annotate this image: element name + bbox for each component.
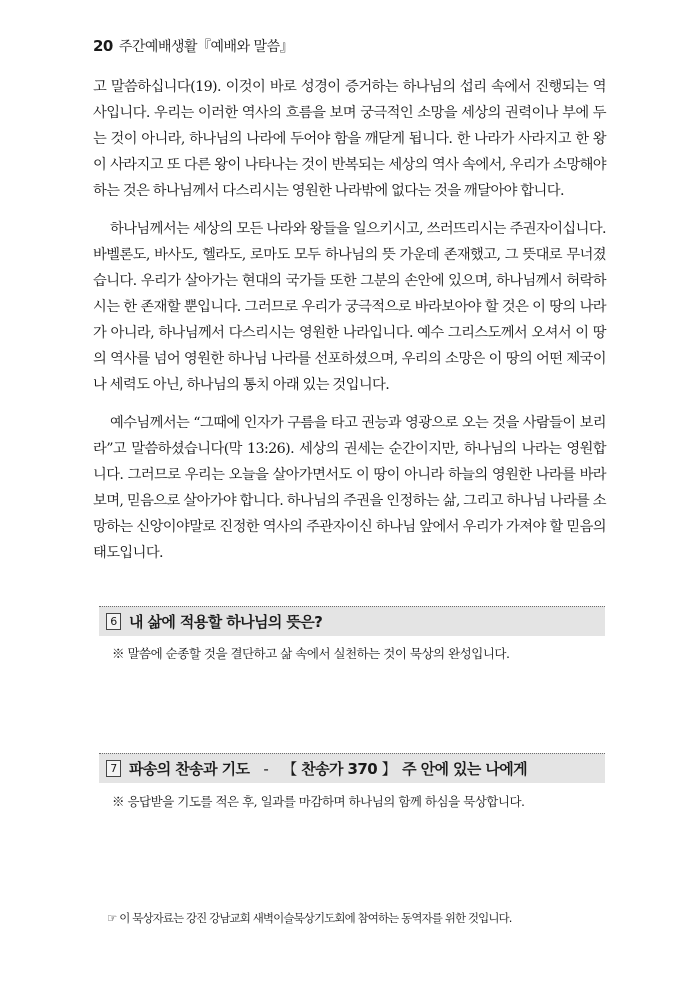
paragraph: 고 말씀하십니다(19). 이것이 바로 성경이 증거하는 하나님의 섭리 속에서 진행되는 역사입니다. 우리는 이러한 역사의 흐름을 보며 궁극적인 소망을 세상의 권력이나 부에 두는 것이 아니라, 하나님의 나라에 두어야 함을 깨닫게 됩니다. 한 나라가 사라지고 한 왕이 사라지고 또 다른 왕이 나타나는 것이 반복되는 세상의 역사 속에서, 우리가 소망해야 하는 것은 하나님께서 다스리시는 영원한 나라밖에 없다는 것을 깨달아야 합니다. (93, 79, 606, 199)
separator: - (263, 759, 269, 778)
paragraph: 하나님께서는 세상의 모든 나라와 왕들을 일으키시고, 쓰러뜨리시는 주권자이십니다. 바벨론도, 바사도, 헬라도, 로마도 모두 하나님의 뜻 가운데 존재했고, 그 뜻대로 무너졌습니다. 우리가 살아가는 현대의 국가들 또한 그분의 손안에 있으며, 하나님께서 허락하시는 한 존재할 뿐입니다. 그러므로 우리가 궁극적으로 바라보아야 할 것은 이 땅의 나라가 아니라, 하나님께서 다스리시는 영원한 나라입니다. 예수 그리스도께서 오셔서 이 땅의 역사를 넘어 영원한 하나님 나라를 선포하셨으며, 우리의 소망은 이 땅의 어떤 제국이나 세력도 아닌, 하나님의 통치 아래 있는 것입니다. (93, 221, 606, 393)
section-hymn-prayer-note: ※ 응답받을 기도를 적은 후, 일과를 마감하며 하나님의 함께 하심을 묵상합니다. (112, 794, 525, 809)
pointing-hand-icon: ☞ (107, 911, 117, 925)
section-number: 6 (106, 613, 121, 630)
bracket-open: 【 (282, 760, 297, 778)
section-hymn-prayer-heading (99, 753, 605, 783)
section-number: 7 (106, 760, 121, 777)
body-text (93, 74, 606, 578)
page-header (93, 36, 293, 56)
section-title: 내 삶에 적용할 하나님의 뜻은? (129, 613, 323, 631)
footer-text: 이 묵상자료는 강진 강남교회 새벽이슬묵상기도회에 참여하는 동역자를 위한 것입니다. (119, 911, 512, 925)
footer-note (107, 910, 512, 926)
hymn-number: 찬송가 370 (301, 760, 378, 778)
section-application-note: ※ 말씀에 순종할 것을 결단하고 삶 속에서 실천하는 것이 묵상의 완성입니다. (112, 646, 510, 661)
paragraph: 예수님께서는 “그때에 인자가 구름을 타고 권능과 영광으로 오는 것을 사람들이 보리라”고 말씀하셨습니다(막 13:26). 세상의 권세는 순간이지만, 하나님의 나라는 영원합니다. 그러므로 우리는 오늘을 살아가면서도 이 땅이 아니라 하늘의 영원한 나라를 바라보며, 믿음으로 살아가야 합니다. 하나님의 주권을 인정하는 삶, 그리고 하나님 나라를 소망하는 신앙이야말로 진정한 역사의 주관자이신 하나님 앞에서 우리가 가져야 할 믿음의 태도입니다. (93, 415, 606, 561)
section-title: 파송의 찬송과 기도 (129, 760, 250, 778)
hymn-reference (282, 758, 396, 779)
publication-title: 주간예배생활『예배와 말씀』 (118, 39, 294, 55)
hymn-title: 주 안에 있는 나에게 (402, 760, 528, 778)
bracket-close: 】 (381, 760, 397, 778)
section-application-heading (99, 606, 605, 636)
page-number: 20 (93, 37, 113, 55)
